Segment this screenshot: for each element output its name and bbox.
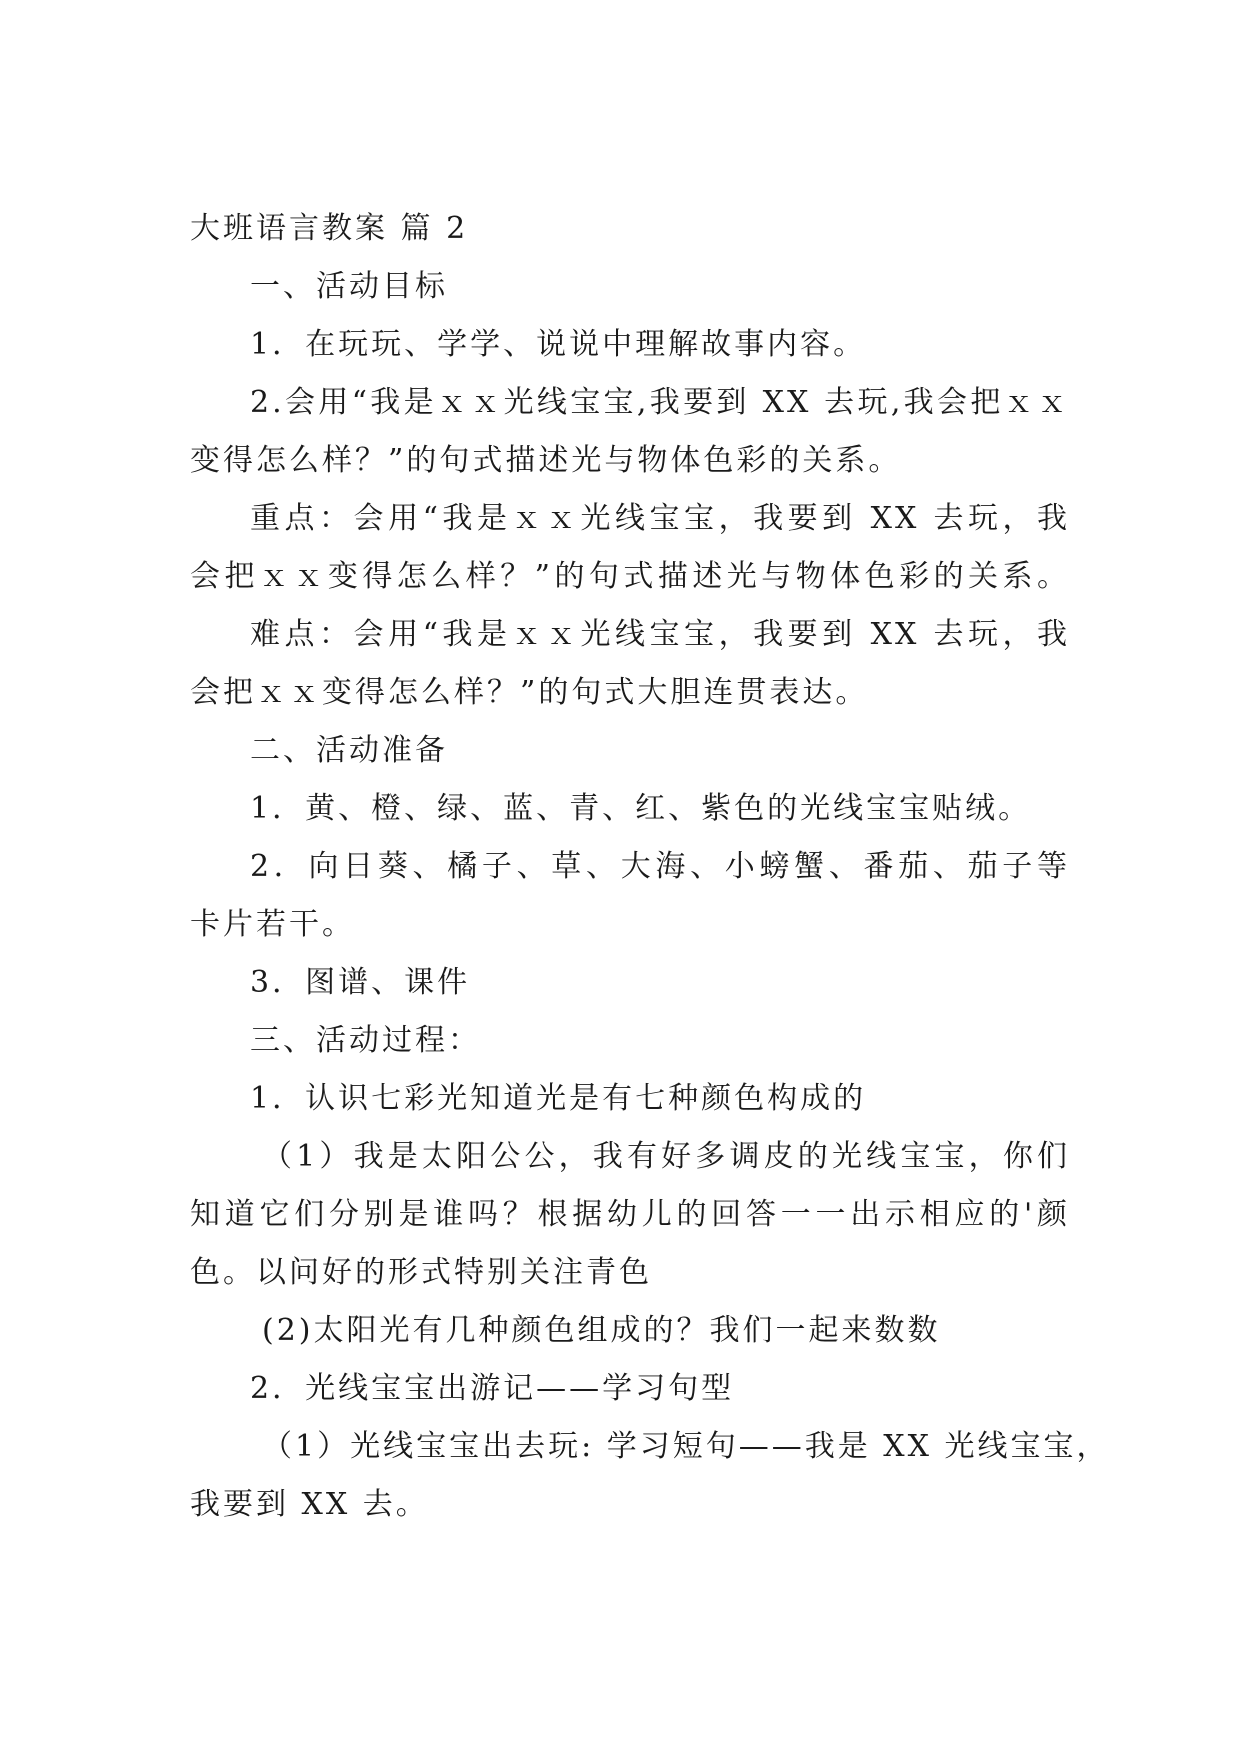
paragraph-line: 重点：会用“我是ｘｘ光线宝宝，我要到 XX 去玩，我 [250, 501, 1070, 536]
paragraph-line: （1）光线宝宝出去玩: 学习短句——我是 XX 光线宝宝， [262, 1429, 1110, 1464]
paragraph-line: (2)太阳光有几种颜色组成的？我们一起来数数 [262, 1313, 941, 1348]
paragraph-line: 色。以问好的形式特别关注青色 [190, 1255, 652, 1290]
paragraph-line: 难点：会用“我是ｘｘ光线宝宝，我要到 XX 去玩，我 [250, 617, 1070, 652]
paragraph-line: 2．向日葵、橘子、草、大海、小螃蟹、番茄、茄子等 [250, 849, 1070, 884]
paragraph-line: 1．认识七彩光知道光是有七种颜色构成的 [250, 1081, 867, 1116]
paragraph-line: 3．图谱、课件 [250, 965, 471, 1000]
paragraph-line: 会把ｘｘ变得怎么样？”的句式大胆连贯表达。 [190, 675, 869, 710]
paragraph-line: 我要到 XX 去。 [190, 1487, 429, 1522]
section-heading-process: 三、活动过程： [250, 1023, 481, 1058]
paragraph-line: 2．光线宝宝出游记——学习句型 [250, 1371, 735, 1406]
paragraph-line: 1．在玩玩、学学、说说中理解故事内容。 [250, 327, 867, 362]
paragraph-line: 变得怎么样？”的句式描述光与物体色彩的关系。 [190, 443, 902, 478]
section-heading-goals: 一、活动目标 [250, 269, 448, 304]
paragraph-line: （1）我是太阳公公，我有好多调皮的光线宝宝，你们 [262, 1139, 1070, 1174]
paragraph-line: 卡片若干。 [190, 907, 355, 942]
paragraph-line: 1．黄、橙、绿、蓝、青、红、紫色的光线宝宝贴绒。 [250, 791, 1032, 826]
section-heading-preparation: 二、活动准备 [250, 733, 448, 768]
paragraph-line: 会把ｘｘ变得怎么样？”的句式描述光与物体色彩的关系。 [190, 559, 1070, 594]
paragraph-line: 知道它们分别是谁吗？根据幼儿的回答一一出示相应的'颜 [190, 1197, 1070, 1232]
paragraph-line: 2.会用“我是ｘｘ光线宝宝,我要到 XX 去玩,我会把ｘｘ [250, 385, 1070, 420]
document-title: 大班语言教案 篇 2 [190, 211, 469, 246]
